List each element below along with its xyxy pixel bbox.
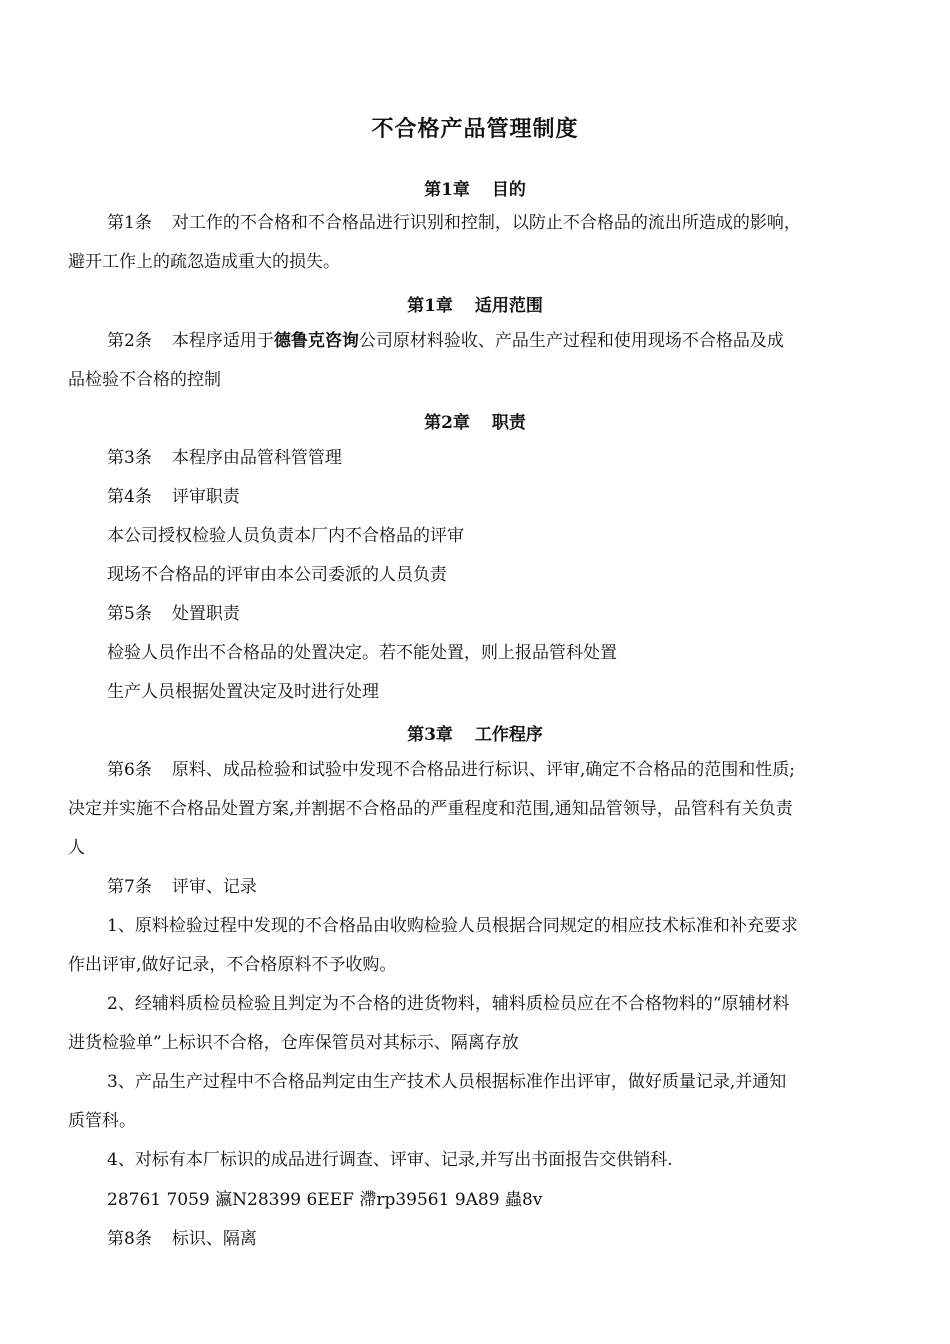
article-label: 第4条 (107, 487, 152, 507)
article-7-item-3-line-1: 3、产品生产过程中不合格品判定由生产技术人员根据标准作出评审，做好质量记录,并通知 (107, 1072, 787, 1092)
article-7-item-4: 4、对标有本厂标识的成品进行调查、评审、记录,并写出书面报告交供销科. (107, 1150, 673, 1170)
article-6-line-3: 人 (68, 838, 85, 858)
chapter-number: 第1章 (424, 180, 470, 200)
article-4-item-1: 本公司授权检验人员负责本厂内不合格品的评审 (107, 526, 464, 546)
article-text: 评审职责 (171, 487, 240, 507)
article-3 (107, 447, 342, 469)
article-text: 对工作的不合格和不合格品进行识别和控制，以防止不合格品的流出所造成的影响， (171, 213, 801, 233)
article-text: 评审、记录 (171, 877, 257, 897)
article-text: 本程序由品管科管管理 (171, 448, 342, 468)
article-text: 公司原材料验收、产品生产过程和使用现场不合格品及成 (358, 331, 784, 351)
article-label: 第6条 (107, 760, 152, 780)
article-7-item-1-line-2: 作出评审,做好记录，不合格原料不予收购。 (68, 955, 397, 975)
article-label: 第7条 (107, 877, 152, 897)
article-2-line-1 (107, 330, 784, 352)
chapter-number: 第3章 (407, 725, 453, 745)
article-label: 第5条 (107, 604, 152, 624)
article-7 (107, 876, 257, 898)
article-1-line-1 (107, 212, 801, 234)
article-label: 第1条 (107, 213, 152, 233)
article-6-line-1 (107, 759, 795, 781)
article-4-item-2: 现场不合格品的评审由本公司委派的人员负责 (107, 565, 447, 585)
chapter-heading-duties (0, 408, 950, 433)
article-1-line-2: 避开工作上的疏忽造成重大的损失。 (68, 252, 340, 272)
article-text: 原料、成品检验和试验中发现不合格品进行标识、评审,确定不合格品的范围和性质; (171, 760, 795, 780)
article-label: 第2条 (107, 331, 152, 351)
chapter-title: 目的 (491, 180, 526, 200)
chapter-title: 职责 (491, 413, 526, 433)
chapter-heading-scope (0, 291, 950, 316)
chapter-number: 第1章 (407, 296, 453, 316)
article-text: 处置职责 (171, 604, 240, 624)
chapter-title: 工作程序 (474, 725, 543, 745)
article-5-item-2: 生产人员根据处置决定及时进行处理 (107, 682, 379, 702)
chapter-number: 第2章 (424, 413, 470, 433)
article-label: 第8条 (107, 1229, 152, 1249)
chapter-heading-procedure (0, 720, 950, 745)
article-6-line-2: 决定并实施不合格品处置方案,并割据不合格品的严重程度和范围,通知品管领导，品管科有关负责 (68, 799, 793, 819)
article-5 (107, 603, 240, 625)
article-7-item-2-line-1: 2、经辅料质检员检验且判定为不合格的进货物料，辅料质检员应在不合格物料的“原辅材料 (107, 994, 790, 1014)
chapter-heading-purpose (0, 175, 950, 200)
article-5-item-1: 检验人员作出不合格品的处置决定。若不能处置，则上报品管科处置 (107, 643, 617, 663)
article-text: 本程序适用于 (171, 331, 274, 351)
article-7-item-3-line-2: 质管科。 (68, 1111, 136, 1131)
chapter-title: 适用范围 (474, 296, 543, 316)
noise-text-line: 28761 7059 瀛N28399 6EEF 滯rp39561 9A89 蟲8v (107, 1190, 543, 1210)
article-label: 第3条 (107, 448, 152, 468)
article-text: 标识、隔离 (171, 1229, 257, 1249)
article-8 (107, 1228, 257, 1250)
article-7-item-2-line-2: 进货检验单”上标识不合格，仓库保管员对其标示、隔离存放 (68, 1033, 519, 1053)
article-7-item-1-line-1: 1、原料检验过程中发现的不合格品由收购检验人员根据合同规定的相应技术标准和补充要求 (107, 916, 798, 936)
article-2-line-2: 品检验不合格的控制 (68, 370, 221, 390)
article-4 (107, 486, 240, 508)
company-name: 德鲁克咨询 (273, 331, 359, 351)
document-title: 不合格产品管理制度 (371, 116, 579, 142)
